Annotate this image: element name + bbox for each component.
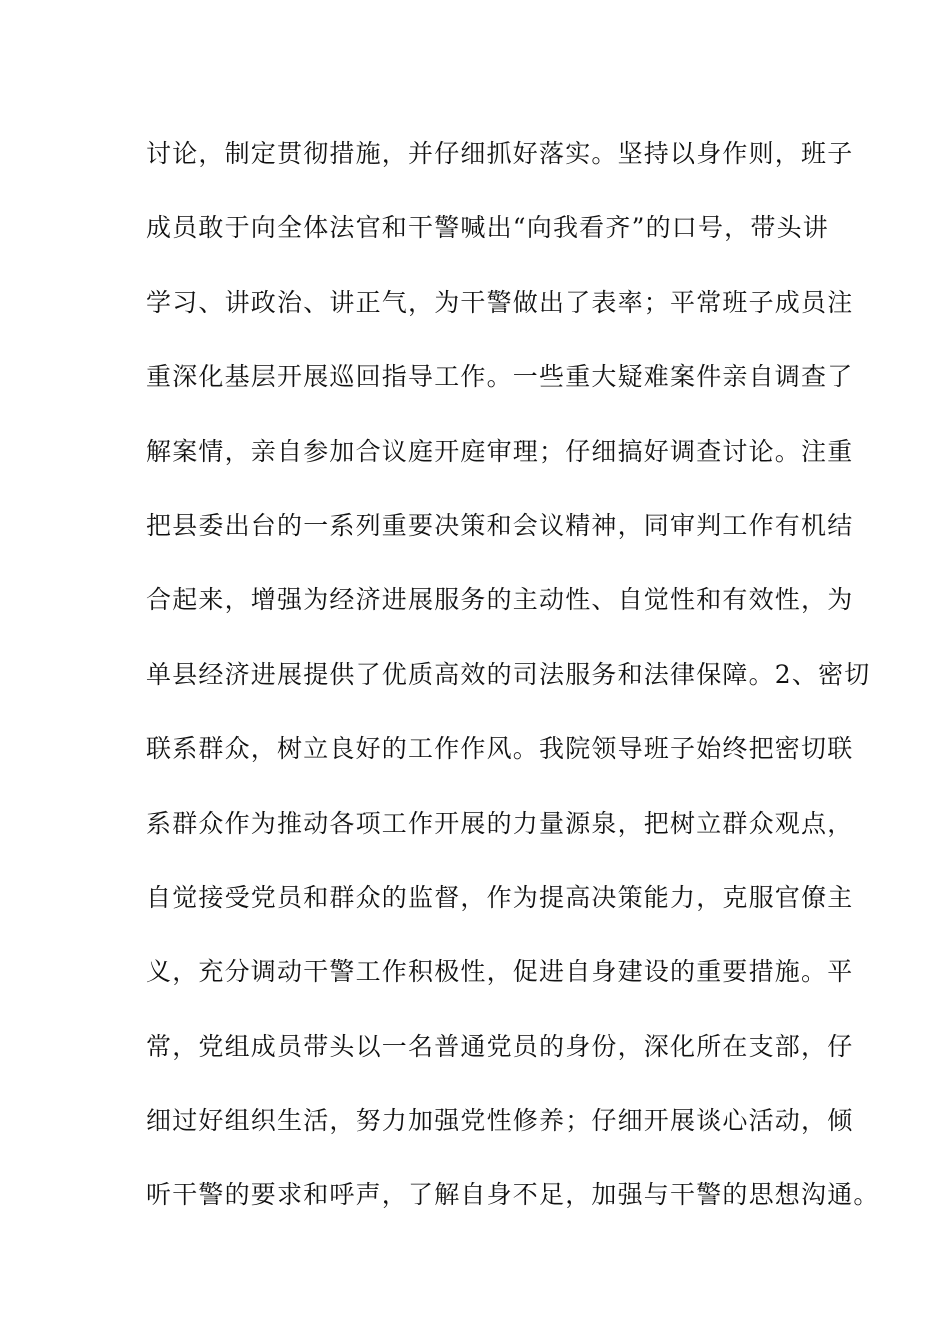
- text-line-3: 学习、讲政治、讲正气，为干警做出了表率；平常班子成员注: [146, 287, 854, 317]
- text-line-15: 听干警的要求和呼声，了解自身不足，加强与干警的思想沟通。: [146, 1180, 880, 1210]
- text-line-5: 解案情，亲自参加合议庭开庭审理；仔细搞好调查讨论。注重: [146, 436, 854, 466]
- text-line-1: 讨论，制定贯彻措施，并仔细抓好落实。坚持以身作则，班子: [146, 139, 854, 168]
- text-line-12: 义，充分调动干警工作积极性，促进自身建设的重要措施。平: [146, 957, 854, 987]
- body-text: [146, 128, 880, 1244]
- text-line-13: 常，党组成员带头以一名普通党员的身份，深化所在支部，仔: [146, 1031, 854, 1061]
- text-line-10: 系群众作为推动各项工作开展的力量源泉，把树立群众观点，: [146, 808, 854, 838]
- text-line-9: 联系群众，树立良好的工作作风。我院领导班子始终把密切联: [146, 734, 854, 764]
- text-line-14: 细过好组织生活，努力加强党性修养；仔细开展谈心活动，倾: [146, 1106, 854, 1136]
- text-line-4: 重深化基层开展巡回指导工作。一些重大疑难案件亲自调查了: [146, 362, 854, 392]
- text-line-8: 单县经济进展提供了优质高效的司法服务和法律保障。2、密切: [146, 659, 871, 689]
- text-line-2: 成员敢于向全体法官和干警喊出“向我看齐”的口号，带头讲: [146, 213, 829, 243]
- text-line-11: 自觉接受党员和群众的监督，作为提高决策能力，克服官僚主: [146, 882, 854, 912]
- text-line-7: 合起来，增强为经济进展服务的主动性、自觉性和有效性，为: [146, 585, 854, 615]
- text-line-6: 把县委出台的一系列重要决策和会议精神，同审判工作有机结: [146, 510, 854, 540]
